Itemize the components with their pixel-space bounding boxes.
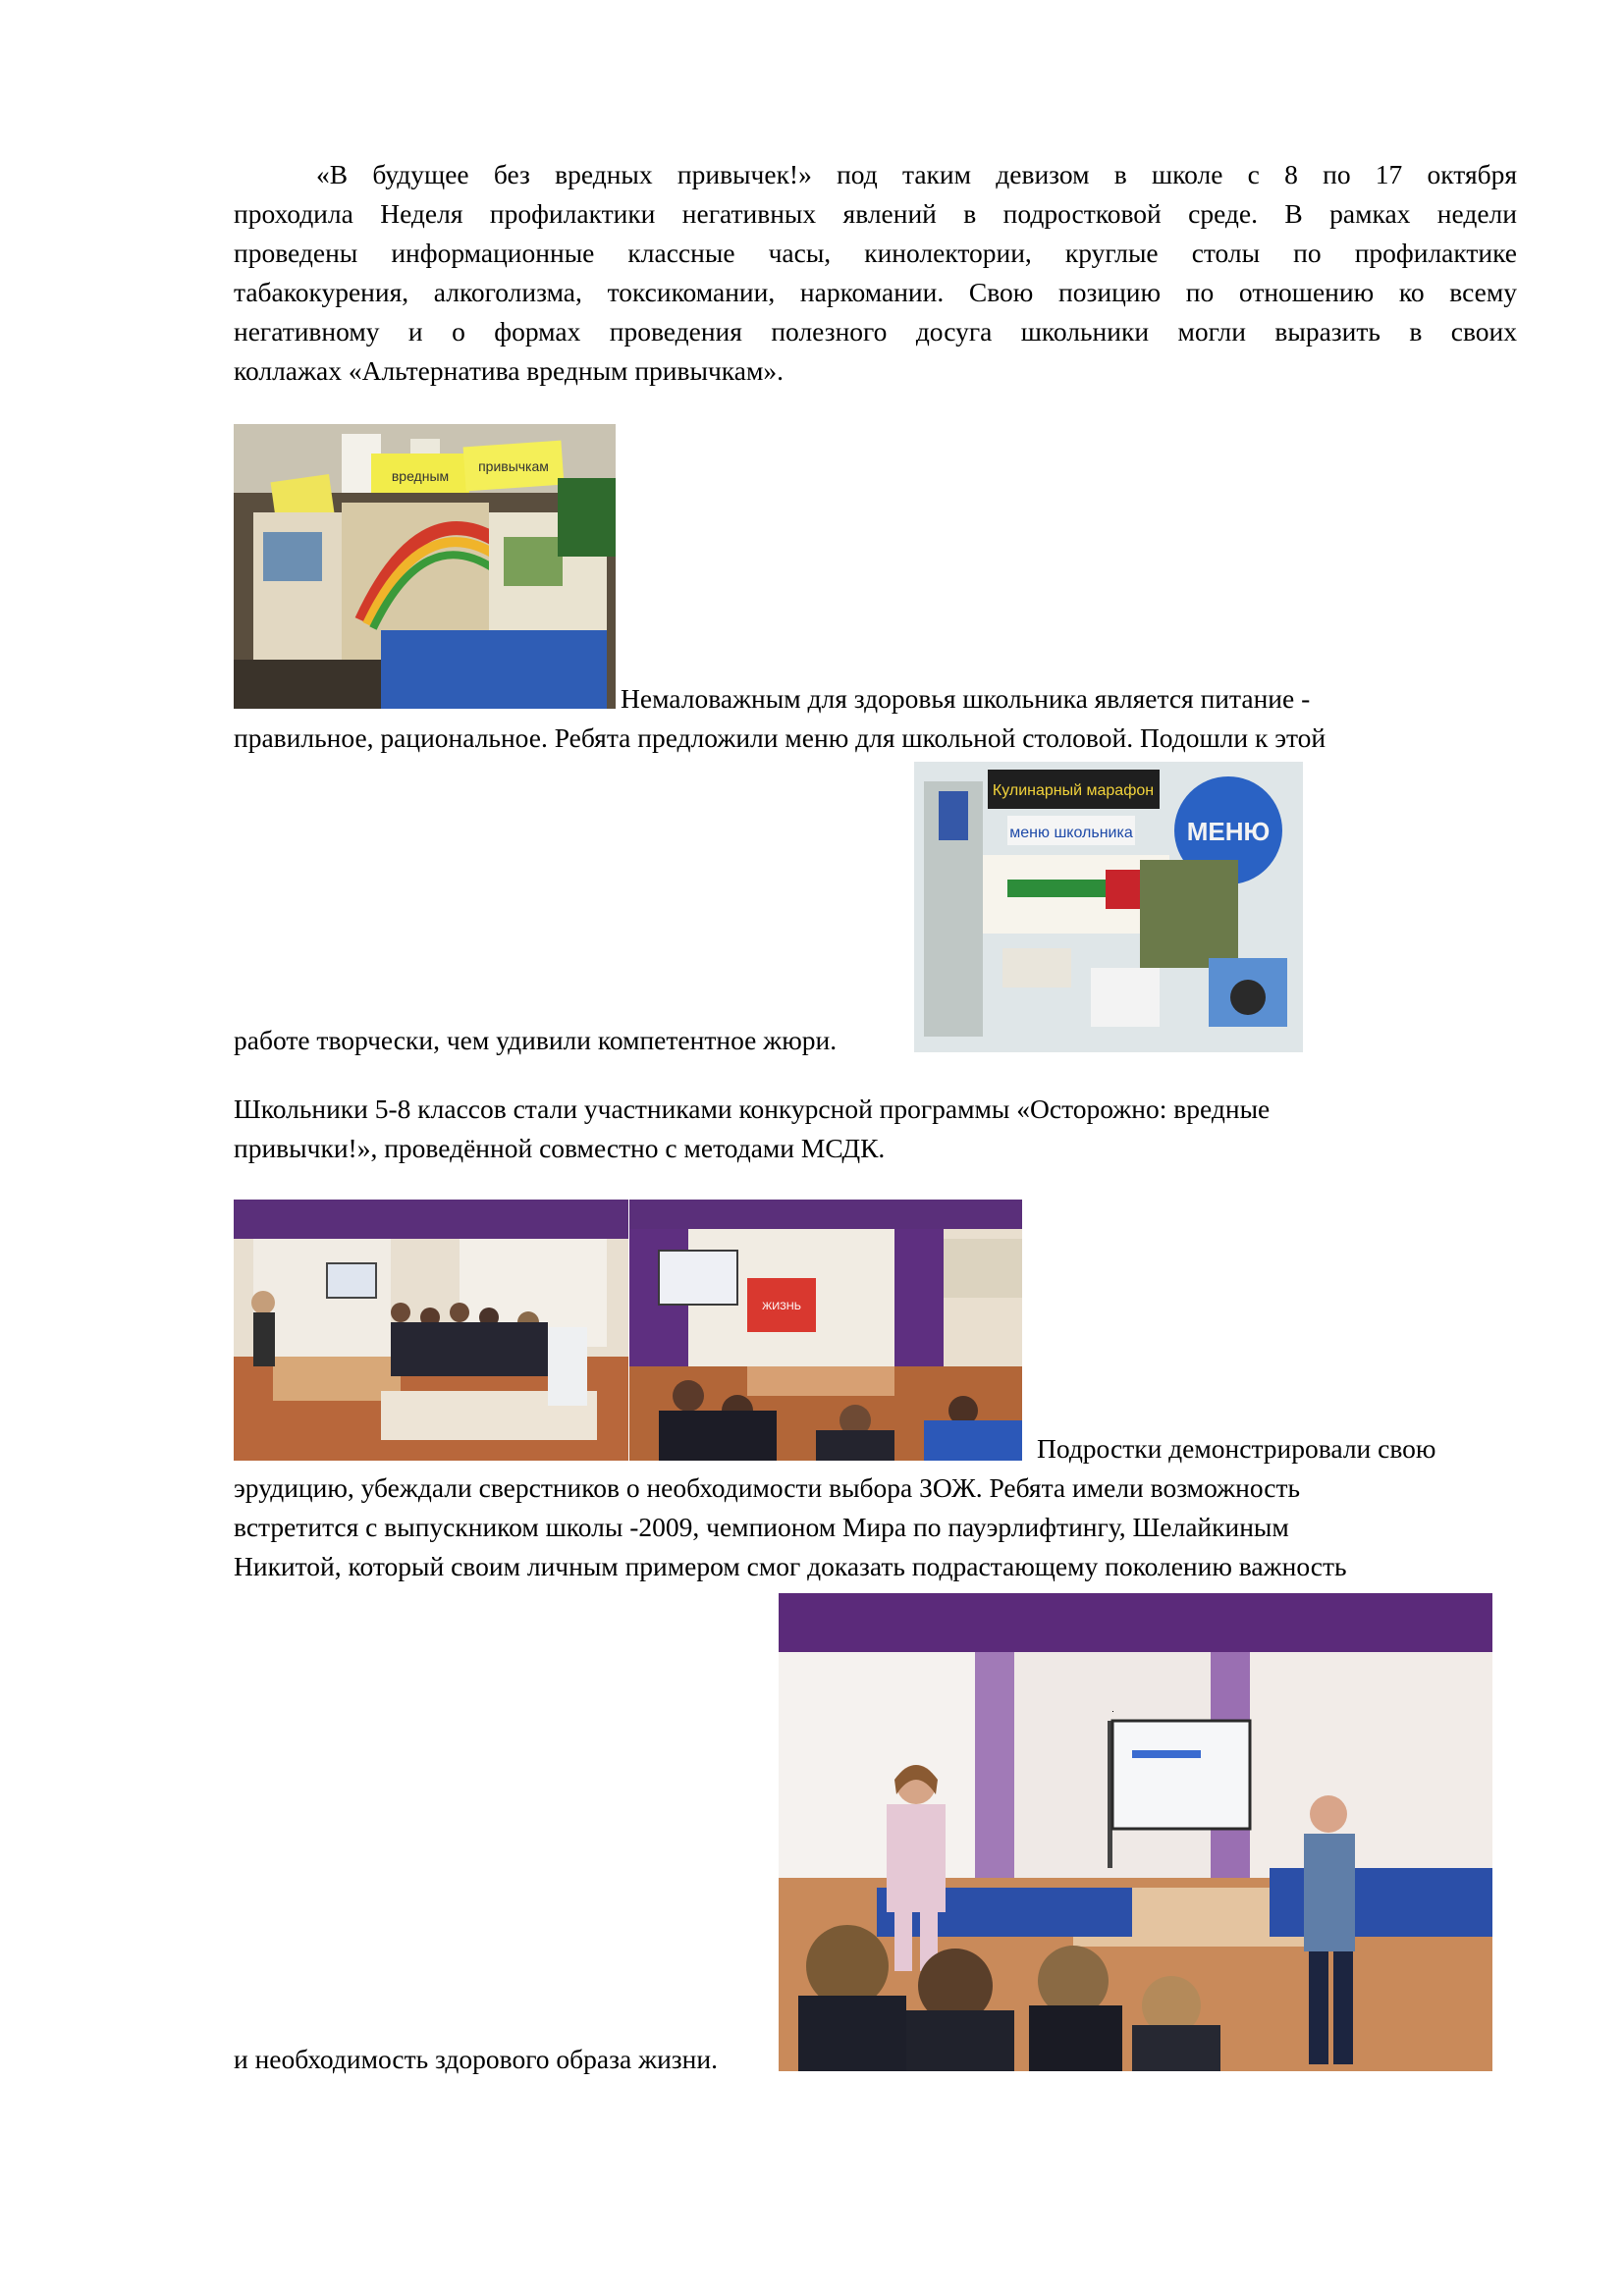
intro-line-1: «В будущее без вредных привычек!» под таким девизом в школе с 8 по 17 октября xyxy=(316,159,1517,189)
contest-line-1: Школьники 5-8 классов стали участниками конкурсной программы «Осторожно: вредные xyxy=(234,1094,1271,1124)
contest-sign-text: ЖИЗНЬ xyxy=(762,1301,801,1312)
athlete-line-2: эрудицию, убеждали сверстников о необходимости выбора ЗОЖ. Ребята имели возможность xyxy=(234,1472,1301,1503)
intro-line-5: негативному и о формах проведения полезного досуга школьники могли выразить в своих xyxy=(234,316,1517,347)
menu-title-text: Кулинарный марафон xyxy=(992,782,1155,799)
collage-banner-text-1: привычкам xyxy=(478,458,549,474)
intro-line-6: коллажах «Альтернатива вредным привычкам». xyxy=(234,355,784,386)
menu-subtitle-text: меню школьника xyxy=(1009,825,1133,841)
intro-line-3: проведены информационные классные часы, кинолектории, круглые столы по профилактике xyxy=(234,238,1517,268)
paragraph-intro xyxy=(234,155,1517,391)
collage-banner-text-2: вредным xyxy=(391,468,450,484)
contest-hall-photo-left xyxy=(234,1200,628,1461)
menu-poster-photo xyxy=(914,762,1303,1052)
athlete-line-4: Никитой, который своим личным примером смог доказать подрастающему поколению важность xyxy=(234,1551,1347,1581)
paragraph-nutrition-2: правильное, рациональное. Ребята предложили меню для школьной столовой. Подошли к этой xyxy=(234,722,1326,753)
paragraph-contest xyxy=(234,1090,1530,1168)
champion-meeting-photo xyxy=(779,1593,1492,2071)
collage-exhibition-photo xyxy=(234,424,616,709)
paragraph-athlete-5: и необходимость здорового образа жизни. xyxy=(234,2044,718,2074)
paragraph-athlete-1: Подростки демонстрировали свою xyxy=(1037,1433,1436,1464)
contest-hall-photo-right xyxy=(629,1200,1022,1461)
paragraph-athlete xyxy=(234,1468,1530,1586)
intro-line-2: проходила Неделя профилактики негативных явлений в подростковой среде. В рамках недели xyxy=(234,198,1517,229)
intro-line-4: табакокурения, алкоголизма, токсикомании, наркомании. Свою позицию по отношению ко всему xyxy=(234,277,1517,307)
contest-line-2: привычки!», проведённой совместно с методами МСДК. xyxy=(234,1133,886,1163)
paragraph-nutrition-3: работе творчески, чем удивили компетентное жюри. xyxy=(234,1025,838,1055)
athlete-line-3: встретится с выпускником школы -2009, чемпионом Мира по пауэрлифтингу, Шелайкиным xyxy=(234,1512,1289,1542)
paragraph-nutrition-1: Немаловажным для здоровья школьника является питание - xyxy=(621,683,1311,714)
menu-big-text: МЕНЮ xyxy=(1186,817,1271,846)
